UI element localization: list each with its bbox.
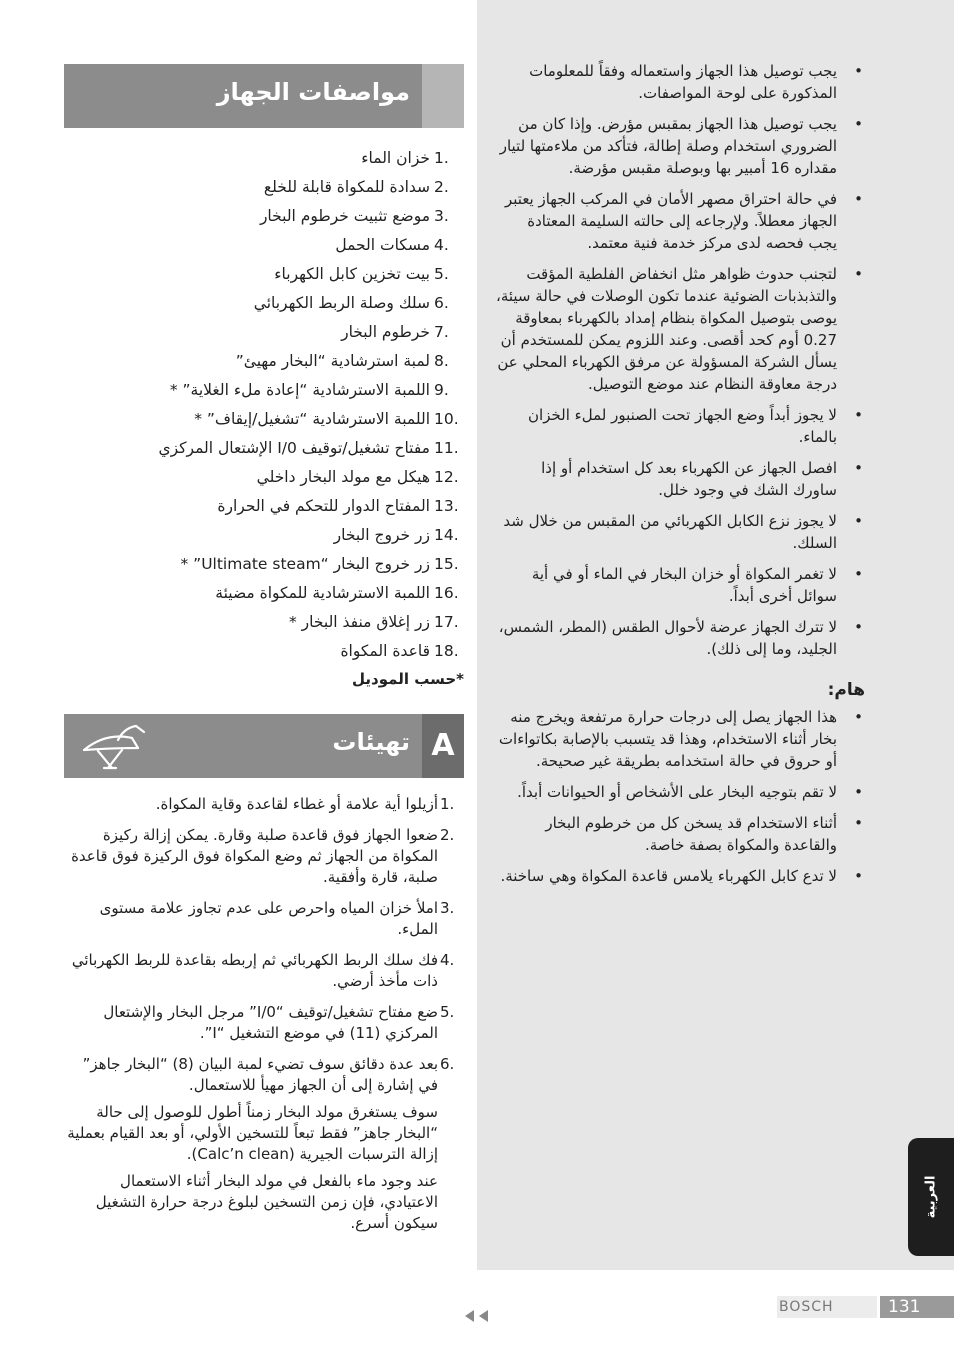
part-item [64,434,464,463]
important-bullet-item [495,706,865,772]
part-text: سلك وصلة الربط الكهربائي [253,294,430,312]
bullet-dot-icon: • [854,867,863,885]
safety-bullet-item [495,113,865,179]
bullet-dot-icon: • [854,512,863,530]
part-text: هيكل مع مولد البخار داخلي [256,468,430,486]
setup-step-text: املأ خزان المياه واحرص على عدم تجاوز علامة مستوى الملء. [99,899,438,938]
part-text: قاعدة المكواة [340,642,430,660]
part-text: مفتاح تشغيل/توقيف I/0 الإشتعال المركزي [158,439,430,457]
part-item [64,260,464,289]
safety-bullet-item [495,563,865,607]
left-column [64,64,464,1244]
page-number [880,1296,954,1318]
bullet-dot-icon: • [854,565,863,583]
part-number: .1 [434,149,449,167]
setup-step-text: بعد عدة دقائق سوف تضيء لمبة البيان (8) “البخار جاهز” في إشارة إلى أن الجهاز مهيأ للاستعمال. [82,1055,438,1094]
part-item [64,579,464,608]
bullet-dot-icon: • [854,618,863,636]
part-text: اللمبة الاسترشادية “تشغيل/إيقاف” * [194,410,430,428]
safety-bullet-item [495,404,865,448]
part-number: .4 [434,236,449,254]
part-text: موضع تثبيت خرطوم البخار [259,207,430,225]
setup-section-title: تهيئات [332,728,410,756]
safety-bullet-text: افصل الجهاز عن الكهرباء بعد كل استخدام أو إذا ساورك الشك في وجود خلل. [541,459,837,499]
right-column [495,60,865,896]
safety-bullet-item [495,616,865,660]
important-bullet-text: أثناء الاستخدام قد يسخن كل من خرطوم البخار والقاعدة والمكواة بصفة خاصة. [545,814,837,854]
part-text: خزان الماء [361,149,430,167]
part-number: .15 [434,555,459,573]
safety-bullets [495,60,865,660]
part-item [64,637,464,666]
setup-step-number: .5 [440,1003,455,1021]
steam-iron-icon [78,720,150,772]
part-item [64,289,464,318]
part-text: خرطوم البخار [341,323,430,341]
bullet-dot-icon: • [854,115,863,133]
part-item [64,318,464,347]
model-note: *حسب الموديل [352,670,464,688]
important-bullet-text: لا تقم بتوجيه البخار على الأشخاص أو الحيوانات أبداً. [517,783,837,801]
parts-section-title: مواصفات الجهاز [216,78,410,106]
part-item [64,376,464,405]
part-number: .13 [434,497,459,515]
part-text: لمبة استرشادية “البخار مهيئ” [235,352,430,370]
part-item [64,608,464,637]
setup-step-item [64,950,464,992]
part-number: .17 [434,613,459,631]
safety-bullet-item [495,457,865,501]
setup-step-item [64,794,464,815]
part-item [64,492,464,521]
part-number: .18 [434,642,459,660]
setup-step-number: .1 [440,795,455,813]
setup-step-number: .6 [440,1055,455,1073]
safety-bullet-text: لتجنب حدوث ظواهر مثل انخفاض الفلطية المؤقت والتذبذبات الضوئية عندما تكون الوصلات في حالة سيئة، يوصى بتوصيل المكواة بنظام إمداد بالكهرباء بمعاوقة 0.27 أوم كحد أقصى. وعند اللزوم يمكن للمستخدم أن يسأل الشركة المسؤولة عن مرفق الكهرباء المحلي عن درجة معاوقة النظام عند موضع التوصيل. [495,265,837,393]
setup-step-number: .3 [440,899,455,917]
setup-step-item [64,898,464,940]
part-number: .16 [434,584,459,602]
safety-bullet-item [495,60,865,104]
part-text: سدادة للمكواة قابلة للخلع [263,178,430,196]
setup-step-text: أزيلوا أية علامة أو غطاء لقاعدة وقاية المكواة. [155,795,438,813]
part-item [64,231,464,260]
part-item [64,550,464,579]
part-number: .11 [434,439,459,457]
safety-bullet-text: في حالة احتراق مصهر الأمان في المركب الجهاز يعتبر الجهاز معطلاً. ولإرجاعه إلى حالته السليمة المعتادة يجب فحصه لدى مركز خدمة فنية معتمد. [504,190,837,252]
setup-step-item [64,1002,464,1044]
safety-bullet-text: لا تغمر المكواة أو خزان البخار في الماء أو في أية سوائل أخرى أبداً. [531,565,837,605]
important-bullet-text: هذا الجهاز يصل إلى درجات حرارة مرتفعة ويخرج منه بخار أثناء الاستخدام، وهذا قد يتسبب بالإصابة بكاتواءات أو حروق في حالة استخدامه بطريقة غير صحيحة. [498,708,837,770]
setup-note-1: سوف يستغرق مولد البخار زمناً أطول للوصول إلى حالة “البخار جاهز” فقط تبعاً للتسخين الأولي، أو بعد القيام بعملية إزالة الترسبات الجيرية (Calc’n clean). [67,1103,438,1163]
setup-step-text: فك سلك الربط الكهربائي ثم إربطه بقاعدة للربط الكهربائي ذات مأخذ أرضي. [71,951,438,990]
setup-step-number: .2 [440,826,455,844]
part-number: .7 [434,323,449,341]
part-text: اللمبة الاسترشادية للمكواة مضيئة [215,584,430,602]
part-number: .12 [434,468,459,486]
part-item [64,347,464,376]
part-number: .14 [434,526,459,544]
safety-bullet-item [495,263,865,395]
setup-step-item [64,825,464,888]
page-number-text: 131 [888,1297,921,1317]
section-letter: A [422,714,464,778]
setup-note-2: عند وجود ماء بالفعل في مولد البخار أثناء الاستعمال الاعتيادي، فإن زمن التسخين لبلوغ درجة حرارة التشغيل سيكون أسرع. [95,1172,438,1232]
part-text: زر خروج البخار [333,526,430,544]
setup-step-text: ضعوا الجهاز فوق قاعدة صلبة وقارة. يمكن إزالة ركيزة المكواة من الجهاز ثم وضع المكواة فوق الركيزة فوق قاعدة صلبة، قارة وأفقية. [71,826,438,886]
part-number: .8 [434,352,449,370]
bullet-dot-icon: • [854,783,863,801]
part-item [64,144,464,173]
brand-text: BOSCH [779,1299,834,1315]
part-text: مسكات الحمل [335,236,430,254]
header-tab [422,64,464,128]
safety-bullet-text: يجب توصيل هذا الجهاز واستعماله وفقاً للمعلومات المذكورة على لوحة المواصفات. [529,62,837,102]
part-text: المفتاح الدوار للتحكم في الحرارة [217,497,430,515]
part-item [64,173,464,202]
bullet-dot-icon: • [854,190,863,208]
setup-step-number: .4 [440,951,455,969]
language-tab[interactable] [908,1138,954,1256]
bullet-dot-icon: • [854,459,863,477]
safety-bullet-item [495,510,865,554]
part-number: .3 [434,207,449,225]
bullet-dot-icon: • [854,62,863,80]
safety-bullet-text: يجب توصيل هذا الجهاز بمقبس مؤرض. وإذا كان من الضروري استخدام وصلة إطالة، فتأكد من ملاءمتها لتيار مقداره 16 أمبير بها وبوصلة مقبس مؤرضة. [499,115,837,177]
part-number: .9 [434,381,449,399]
important-bullet-text: لا تدع كابل الكهرباء يلامس قاعدة المكواة وهي ساخنة. [500,867,837,885]
safety-bullet-text: لا يجوز أبداً وضع الجهاز تحت الصنبور لملء الخزان بالماء. [528,406,837,446]
part-number: .6 [434,294,449,312]
part-text: اللمبة الاسترشادية “إعادة ملء الغلاية” * [169,381,430,399]
bullet-dot-icon: • [854,406,863,424]
parts-list [64,144,464,666]
part-text: زر خروج البخار “Ultimate steam” * [180,555,430,573]
part-item [64,463,464,492]
back-arrows-icon[interactable] [462,1308,492,1324]
setup-section-header [64,714,464,778]
important-title: هام: [827,680,865,700]
part-text: زر إغلاق منفذ البخار * [289,613,430,631]
safety-bullet-item [495,188,865,254]
part-number: .10 [434,410,459,428]
important-bullet-item [495,812,865,856]
part-number: .5 [434,265,449,283]
part-item [64,202,464,231]
bullet-dot-icon: • [854,708,863,726]
part-number: .2 [434,178,449,196]
setup-step-item [64,1054,464,1096]
bullet-dot-icon: • [854,814,863,832]
language-tab-label: العربية [923,1175,939,1219]
setup-step-text: ضع مفتاح تشغيل/توقيف “I/0” مرجل البخار والإشتعال المركزي (11) في موضع التشغيل “I”. [103,1003,438,1042]
parts-section-header [64,64,464,128]
important-bullet-item [495,865,865,887]
brand-label [777,1296,877,1318]
part-item [64,521,464,550]
part-item [64,405,464,434]
safety-bullet-text: لا يجوز نزع الكابل الكهربائي من المقبس من خلال شد السلك. [503,512,837,552]
important-bullets [495,706,865,887]
setup-steps [64,794,464,1096]
safety-bullet-text: لا تترك الجهاز عرضة لأحوال الطقس (المطر، الشمس، الجليد، وما إلى ذلك). [498,618,837,658]
bullet-dot-icon: • [854,265,863,283]
part-text: بيت تخزين كابل الكهرباء [274,265,430,283]
important-bullet-item [495,781,865,803]
